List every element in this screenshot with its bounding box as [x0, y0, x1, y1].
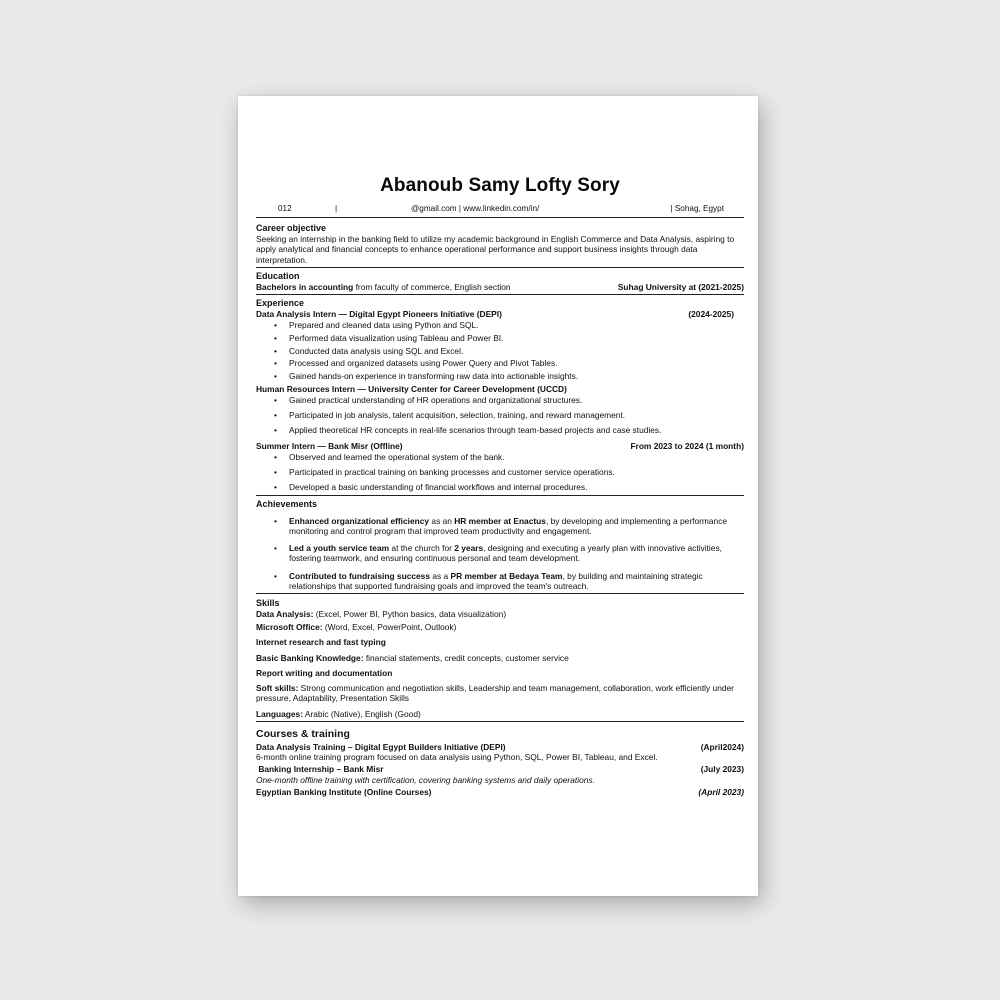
resume-content	[256, 174, 744, 797]
section-divider	[256, 721, 744, 722]
job-title: Summer Intern — Bank Misr (Offline)	[256, 440, 403, 451]
skill-value: Arabic (Native), English (Good)	[303, 708, 421, 719]
section-title-courses: Courses & training	[256, 727, 350, 740]
course-date: (April 2023)	[698, 786, 744, 797]
achievement-highlight: 2 years	[454, 543, 484, 553]
achievement-highlight: Contributed to fundraising success	[289, 570, 430, 581]
section-title-experience: Experience	[256, 298, 305, 309]
achievement-highlight: Enhanced organizational efficiency	[289, 515, 430, 526]
career-objective-text: Seeking an internship in the banking field to utilize my academic background in English Commerce and Data Analysis, aspiring to apply analytical and financial concepts to enhance operational performance and support business insights through data interpretation.	[256, 234, 735, 265]
course-date: (April2024)	[700, 741, 744, 752]
education-detail: from faculty of commerce, English section	[353, 281, 511, 292]
list-item: • Processed and organized datasets using Power Query and Pivot Tables.	[289, 358, 744, 368]
section-title-skills: Skills	[256, 598, 280, 608]
list-item: • Prepared and cleaned data using Python and SQL.	[289, 320, 744, 330]
education-row	[256, 282, 744, 292]
job-title: Human Resources Intern — University Center for Career Development (UCCD)	[256, 383, 567, 394]
skill-value: (Word, Excel, PowerPoint, Outlook)	[322, 622, 457, 633]
job-header-bank-misr	[256, 441, 744, 451]
course-header-bank-misr	[256, 764, 744, 774]
achievement-text: , by building and maintaining strategic relationships that supported fundraising goals and improved the team's outreach.	[289, 570, 703, 591]
job-date: From 2023 to 2024 (1 month)	[630, 440, 744, 451]
course-description: One-month offline training with certification, covering banking systems and daily operations.	[256, 774, 595, 785]
section-divider	[256, 593, 744, 594]
job-bullets-depi	[256, 320, 744, 381]
candidate-name: Abanoub Samy Lofty Sory	[380, 175, 620, 196]
course-title: Data Analysis Training – Digital Egypt Builders Initiative (DEPI)	[256, 741, 506, 752]
list-item: • Gained hands-on experience in transforming raw data into actionable insights.	[289, 371, 744, 381]
course-header-depi	[256, 742, 744, 752]
skill-data-analysis	[256, 609, 744, 619]
job-header-depi	[256, 309, 744, 319]
skill-microsoft-office	[256, 622, 744, 632]
job-bullets-uccd	[256, 395, 744, 436]
contact-phone: 012	[278, 204, 292, 214]
achievement-text: , by developing and implementing a performance monitoring and control program that improved team productivity and engagement.	[289, 515, 728, 536]
contact-email-linkedin[interactable]: @gmail.com | www.linkedin.com/in/	[411, 204, 540, 214]
skill-banking-knowledge	[256, 653, 744, 663]
section-divider	[256, 294, 744, 295]
job-bullets-bank-misr	[256, 452, 744, 493]
skill-label: Basic Banking Knowledge:	[256, 652, 364, 663]
course-header-ebi	[256, 787, 744, 797]
list-item: • Participated in job analysis, talent acquisition, selection, training, and reward management.	[289, 410, 744, 420]
section-title-achievements: Achievements	[256, 498, 318, 509]
skill-label: Report writing and documentation	[256, 667, 393, 678]
achievement-text: , designing and executing a yearly plan with innovative activities, fostering teamwork, and ensuring continuous personal and team development.	[289, 543, 722, 564]
list-item: • Participated in practical training on banking processes and customer service operations.	[289, 467, 744, 477]
skill-internet-research	[256, 637, 744, 647]
achievement-item	[289, 516, 744, 537]
achievement-text: as an	[429, 515, 455, 526]
job-title: Data Analysis Intern — Digital Egypt Pioneers Initiative (DEPI)	[256, 309, 502, 320]
skill-label: Microsoft Office:	[256, 622, 323, 633]
achievement-highlight: HR member at Enactus	[454, 515, 546, 526]
achievement-item	[289, 543, 744, 564]
list-item: • Gained practical understanding of HR operations and organizational structures.	[289, 395, 744, 405]
section-divider	[256, 267, 744, 268]
resume-page	[238, 96, 758, 896]
course-title: Banking Internship – Bank Misr	[256, 764, 384, 775]
achievement-text: at the church for	[389, 543, 455, 553]
skill-languages	[256, 709, 744, 719]
skill-label: Languages:	[256, 708, 303, 719]
list-item: • Performed data visualization using Tableau and Power BI.	[289, 333, 744, 343]
section-title-education: Education	[256, 270, 300, 281]
achievements-list	[256, 516, 744, 592]
skill-report-writing	[256, 668, 744, 678]
list-item: • Observed and learned the operational system of the bank.	[289, 452, 744, 462]
course-title: Egyptian Banking Institute (Online Courses)	[256, 786, 432, 797]
education-degree-line	[256, 282, 511, 292]
section-title-career: Career objective	[256, 223, 327, 234]
contact-separator: |	[335, 204, 338, 214]
contact-line	[256, 204, 744, 218]
course-date: (July 2023)	[700, 764, 744, 775]
education-university: Suhag University at (2021-2025)	[617, 281, 744, 292]
section-divider	[256, 495, 744, 496]
skill-label: Data Analysis:	[256, 608, 314, 619]
job-date: (2024-2025)	[688, 309, 734, 320]
skill-value: (Excel, Power BI, Python basics, data visualization)	[313, 608, 507, 619]
contact-location: | Sohag, Egypt	[670, 204, 724, 214]
achievement-item	[289, 571, 744, 592]
list-item: • Conducted data analysis using SQL and Excel.	[289, 346, 744, 356]
education-degree: Bachelors in accounting	[256, 281, 354, 292]
course-description: 6-month online training program focused on data analysis using Python, SQL, Power BI, Tableau, and Excel.	[256, 752, 658, 763]
skill-soft-skills	[256, 683, 744, 704]
achievement-text: as a	[430, 570, 451, 581]
skill-label: Internet research and fast typing	[256, 637, 386, 648]
skill-value: financial statements, credit concepts, customer service	[363, 652, 569, 663]
skill-value: Strong communication and negotiation skills, Leadership and team management, collaboration, work efficiently under pressure, Adaptability, Presentation Skills	[256, 683, 734, 704]
list-item: • Applied theoretical HR concepts in real-life scenarios through team-based projects and case studies.	[289, 425, 744, 435]
list-item: • Developed a basic understanding of financial workflows and internal procedures.	[289, 482, 744, 492]
job-header-uccd	[256, 384, 744, 394]
skill-label: Soft skills:	[256, 683, 299, 694]
achievement-highlight: PR member at Bedaya Team	[450, 570, 563, 581]
achievement-highlight: Led a youth service team	[289, 543, 390, 553]
